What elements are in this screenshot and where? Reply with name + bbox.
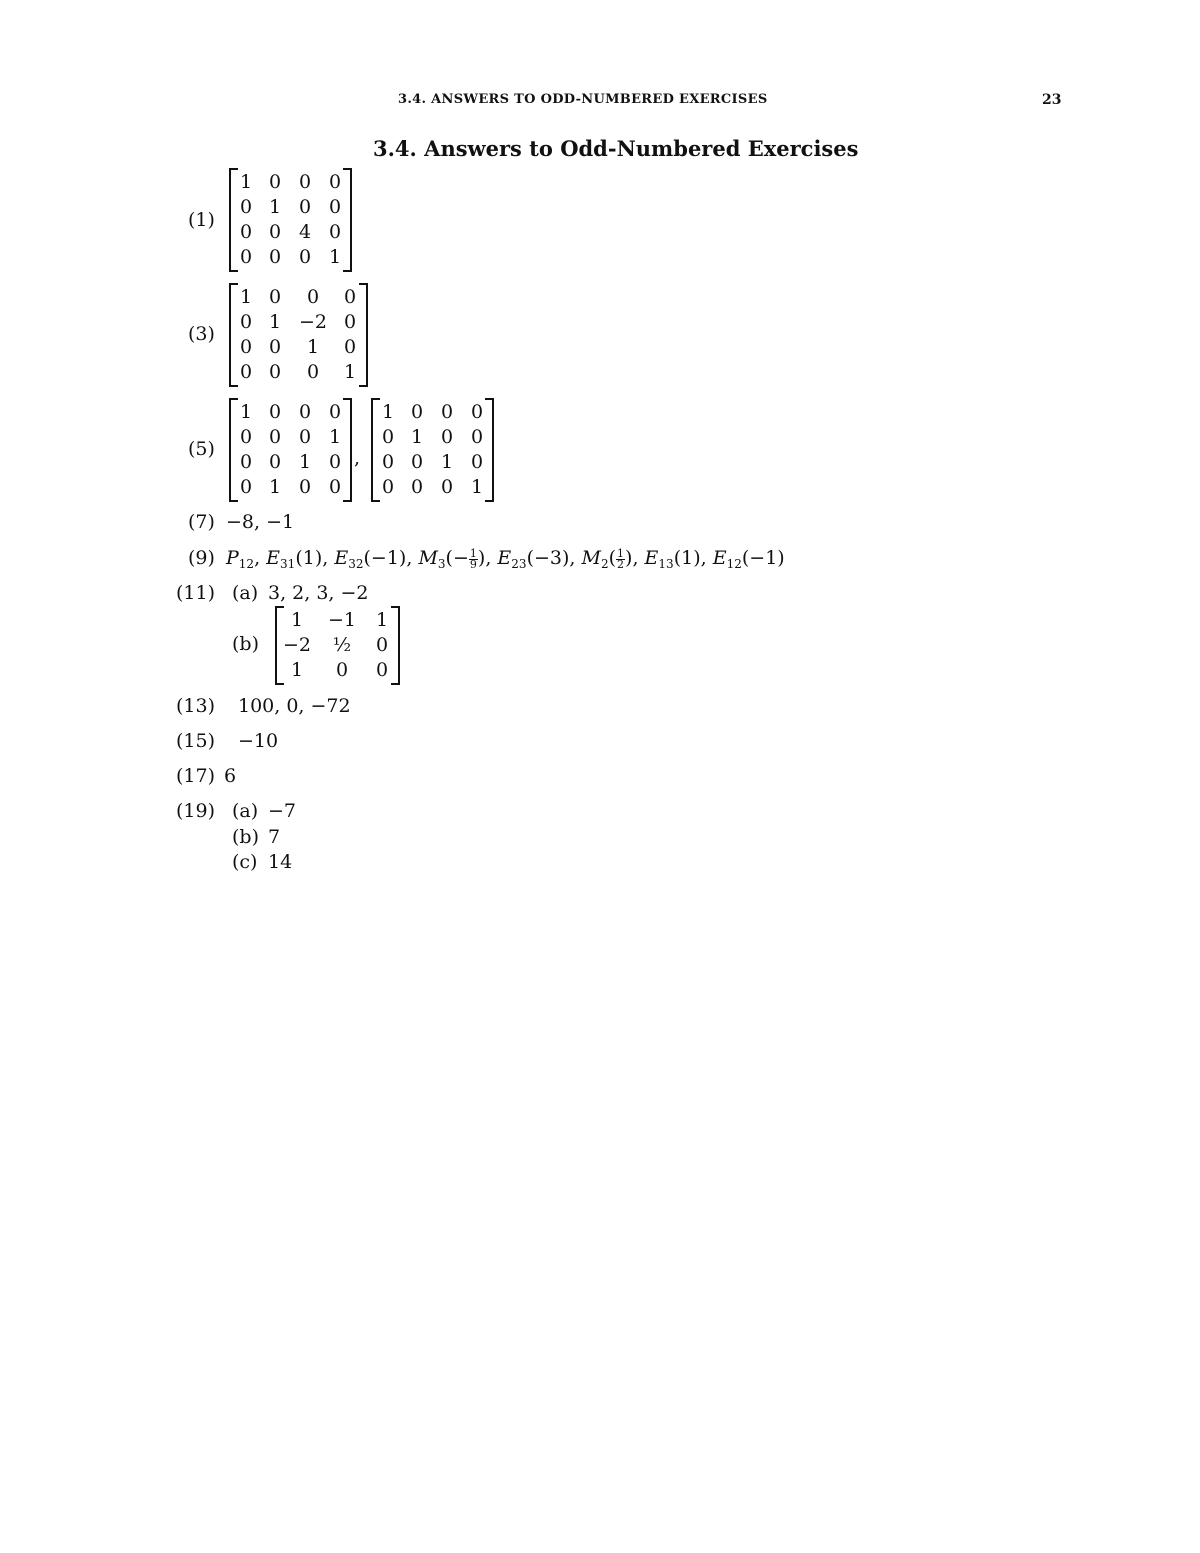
matrix-cell: 0: [328, 196, 342, 218]
matrix-cell: 0: [381, 476, 395, 498]
matrix-cell: 0: [328, 451, 342, 473]
matrix-cell: 1: [375, 609, 389, 631]
matrix-cell: 0: [268, 336, 282, 358]
matrix-cell: 1: [239, 401, 253, 423]
answer-5-matrix-right: [371, 398, 494, 502]
matrix-cell: 0: [268, 171, 282, 193]
matrix-cell: 0: [239, 361, 253, 383]
answer-19c-text: 14: [268, 851, 293, 873]
matrix-cell: 0: [440, 476, 454, 498]
matrix-cell: 0: [306, 286, 320, 308]
answer-19a-text: −7: [268, 800, 297, 822]
answer-9-text: [226, 546, 785, 576]
matrix-cell: 1: [381, 401, 395, 423]
op-e32: $E_{32}(-1)$,: [334, 547, 419, 571]
answer-19b-text: 7: [268, 826, 281, 848]
op-e13: $E_{13}(1)$,: [644, 547, 713, 571]
matrix-cell: 1: [268, 196, 282, 218]
matrix-cell: 0: [440, 401, 454, 423]
matrix-cell: 0: [239, 221, 253, 243]
running-head: 3.4. ANSWERS TO ODD-NUMBERED EXERCISES: [398, 92, 768, 107]
matrix-cell: 1: [239, 286, 253, 308]
answer-11-label: (11): [176, 582, 216, 604]
matrix-cell: 0: [328, 401, 342, 423]
matrix-cell: 0: [328, 476, 342, 498]
matrix-cell: 1: [239, 171, 253, 193]
answer-7-label: (7): [188, 511, 215, 533]
matrix-cell: 0: [239, 196, 253, 218]
answer-1-matrix: [229, 168, 352, 272]
answer-19b-label: (b): [232, 826, 259, 848]
matrix-cell: 0: [268, 361, 282, 383]
answer-11a-label: (a): [232, 582, 259, 604]
matrix-cell: 0: [375, 634, 389, 656]
answer-7-text: −8, −1: [226, 511, 295, 533]
answer-1-label: (1): [188, 209, 215, 231]
section-title: 3.4. Answers to Odd-Numbered Exercises: [373, 136, 859, 161]
answer-17-text: 6: [224, 765, 237, 787]
answer-5-separator: ,: [354, 447, 361, 469]
answer-19a-label: (a): [232, 800, 259, 822]
matrix-cell: 0: [298, 246, 312, 268]
matrix-cell: 0: [239, 246, 253, 268]
op-e31: $E_{31}(1)$,: [266, 547, 335, 571]
matrix-cell: 0: [298, 426, 312, 448]
answer-3-matrix: [229, 283, 368, 387]
matrix-cell: 0: [239, 336, 253, 358]
matrix-cell: 1: [410, 426, 424, 448]
matrix-cell: 0: [268, 451, 282, 473]
matrix-cell: 0: [410, 401, 424, 423]
op-p12: $P_{12}$,: [226, 547, 267, 571]
answer-11b-matrix: [275, 606, 400, 685]
matrix-cell: 0: [239, 476, 253, 498]
fraction: $\frac{1}{9}$: [469, 546, 477, 571]
answer-19-label: (19): [176, 800, 216, 822]
matrix-cell: 4: [298, 221, 312, 243]
answer-19c-label: (c): [232, 851, 258, 873]
matrix-cell: 1: [470, 476, 484, 498]
matrix-cell: ½: [332, 634, 352, 656]
matrix-cell: 0: [268, 221, 282, 243]
answer-5-label: (5): [188, 438, 215, 460]
matrix-cell: 0: [381, 451, 395, 473]
matrix-cell: 0: [343, 336, 357, 358]
matrix-cell: 0: [470, 401, 484, 423]
matrix-cell: 0: [239, 311, 253, 333]
answer-11a-text: 3, 2, 3, −2: [268, 582, 369, 604]
matrix-cell: 1: [328, 426, 342, 448]
matrix-cell: 0: [298, 401, 312, 423]
matrix-cell: 0: [298, 476, 312, 498]
matrix-cell: 1: [268, 311, 282, 333]
matrix-cell: 0: [239, 426, 253, 448]
matrix-cell: 1: [343, 361, 357, 383]
matrix-cell: 1: [328, 246, 342, 268]
matrix-cell: 0: [239, 451, 253, 473]
matrix-cell: 1: [290, 609, 304, 631]
matrix-cell: 1: [290, 659, 304, 681]
op-m3: $M_3(-$ $\frac{1}{9}$ ),: [418, 546, 498, 571]
op-e12: $E_{12}(-1)$: [712, 547, 785, 571]
matrix-cell: 0: [440, 426, 454, 448]
matrix-cell: 0: [470, 451, 484, 473]
matrix-cell: 0: [298, 196, 312, 218]
matrix-cell: −2: [298, 311, 327, 333]
fraction: $\frac{1}{2}$: [617, 546, 625, 571]
answer-15-text: −10: [238, 730, 279, 752]
matrix-cell: 0: [343, 286, 357, 308]
matrix-cell: 0: [268, 246, 282, 268]
matrix-cell: 0: [470, 426, 484, 448]
matrix-cell: 0: [298, 171, 312, 193]
matrix-cell: 0: [268, 401, 282, 423]
answer-13-label: (13): [176, 695, 216, 717]
matrix-cell: 0: [328, 221, 342, 243]
matrix-cell: 1: [440, 451, 454, 473]
matrix-cell: 1: [268, 476, 282, 498]
matrix-cell: 0: [381, 426, 395, 448]
matrix-cell: 1: [306, 336, 320, 358]
answer-15-label: (15): [176, 730, 216, 752]
matrix-cell: −2: [282, 634, 311, 656]
matrix-cell: 0: [343, 311, 357, 333]
matrix-cell: 0: [268, 286, 282, 308]
answer-11b-label: (b): [232, 633, 259, 655]
matrix-cell: 0: [328, 171, 342, 193]
matrix-cell: 0: [410, 476, 424, 498]
matrix-cell: 0: [375, 659, 389, 681]
matrix-cell: 0: [335, 659, 349, 681]
op-e23: $E_{23}(-3)$,: [497, 547, 582, 571]
matrix-cell: −1: [327, 609, 356, 631]
answer-17-label: (17): [176, 765, 216, 787]
page-number: 23: [1042, 92, 1062, 108]
op-m2: $M_2$( $\frac{1}{2}$ ),: [581, 546, 645, 571]
matrix-cell: 0: [306, 361, 320, 383]
answer-13-text: 100, 0, −72: [238, 695, 351, 717]
answer-5-matrix-left: [229, 398, 352, 502]
matrix-cell: 0: [268, 426, 282, 448]
matrix-cell: 1: [298, 451, 312, 473]
matrix-cell: 0: [410, 451, 424, 473]
answer-3-label: (3): [188, 323, 215, 345]
answer-9-label: (9): [188, 547, 215, 569]
